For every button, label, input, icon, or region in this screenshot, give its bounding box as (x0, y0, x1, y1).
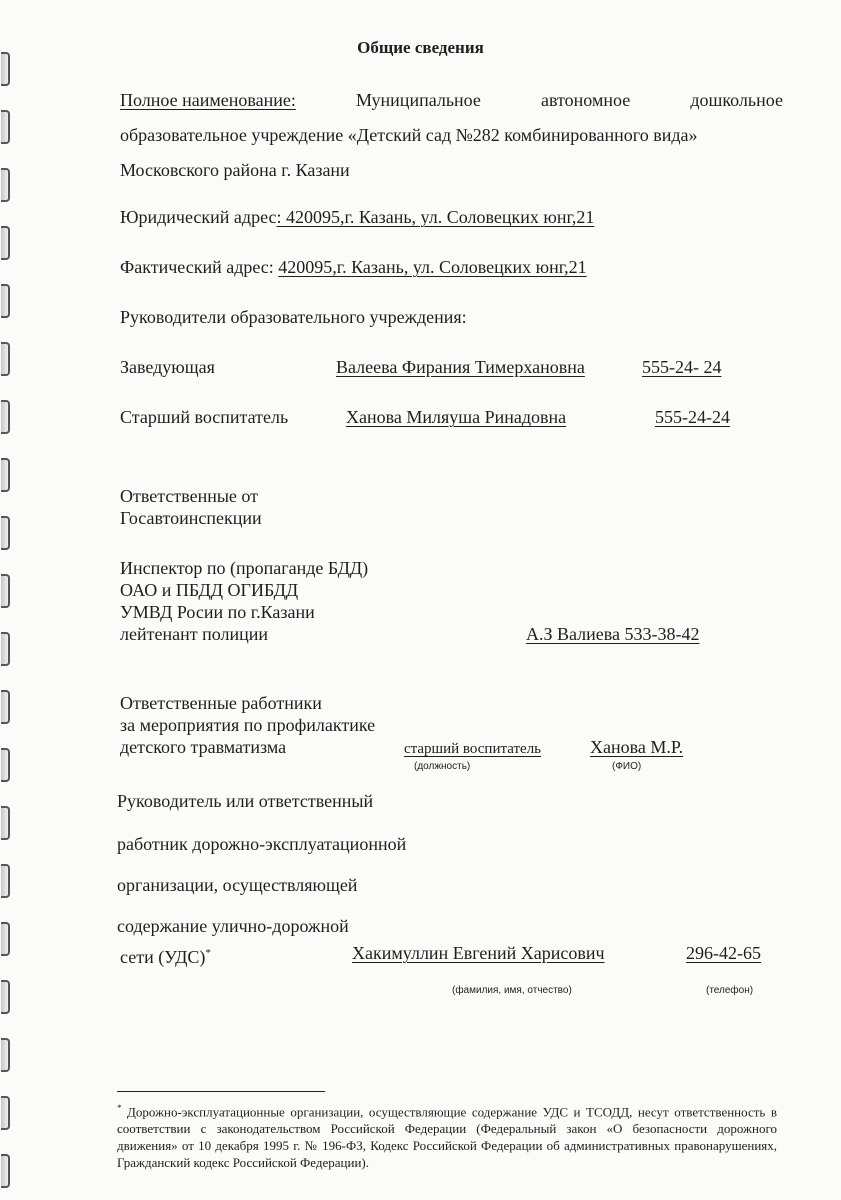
footnote-text: Дорожно-эксплуатационные организации, осуществляющие содержание УДС и ТСОДД, несут ответственность в соответствии с законодательством Российской Федерации (Федеральный закон «О безопасности дорожного движения» от 10 декабря 1995 г. № 196-ФЗ, Кодекс Российской Федерации об административных правонарушениях, Гражданский кодекс Российской Федерации). (117, 1104, 777, 1171)
workers-line-3: детского травматизма (120, 737, 287, 757)
road-org-name: Хакимуллин Евгений Харисович (352, 943, 605, 963)
senior-role: Старший воспитатель (120, 407, 289, 427)
road-org-footnote-mark: * (205, 947, 211, 959)
inspector-line-1: Инспектор по (пропаганде БДД) (120, 558, 369, 578)
full-name-word-2: автономное (541, 90, 631, 110)
workers-position: старший воспитатель (404, 741, 542, 757)
road-org-uds-label: сети (УДС) (120, 947, 206, 967)
page-title: Общие сведения (357, 38, 484, 57)
head-role: Заведующая (120, 357, 215, 377)
road-org-line-2: работник дорожно-эксплуатационной (117, 834, 407, 854)
full-name-line-1 (120, 89, 783, 111)
footnote-divider (117, 1091, 325, 1092)
road-org-line-3: организации, осуществляющей (117, 875, 358, 895)
road-org-line-5 (120, 942, 211, 968)
full-name-word-3: дошкольное (690, 90, 783, 110)
head-phone: 555-24- 24 (642, 357, 722, 377)
heads-heading: Руководители образовательного учреждения: (120, 307, 467, 327)
actual-address-value: 420095,г. Казань, ул. Соловецких юнг,21 (278, 257, 587, 277)
road-org-phone: 296-42-65 (686, 943, 761, 963)
spiral-binding (0, 0, 14, 1200)
actual-address-row (120, 256, 587, 278)
senior-phone: 555-24-24 (655, 407, 730, 427)
footnote-mark: * (117, 1103, 122, 1113)
full-name-word-1: Муниципальное (355, 90, 481, 110)
road-org-line-1: Руководитель или ответственный (117, 791, 374, 811)
inspector-line-2: ОАО и ПБДД ОГИБДД (120, 580, 299, 600)
workers-position-caption: (должность) (414, 761, 471, 772)
legal-address-row (120, 206, 594, 228)
inspector-line-3: УМВД Росии по г.Казани (120, 602, 315, 622)
footnote (117, 1100, 777, 1171)
inspector-line-4: лейтенант полиции (120, 624, 268, 644)
workers-name: Ханова М.Р. (590, 737, 684, 757)
actual-address-label: Фактический адрес: (120, 257, 274, 277)
senior-name: Ханова Миляуша Ринадовна (346, 407, 567, 427)
gai-line-1: Ответственные от (120, 486, 259, 506)
inspector-name-phone: А.З Валиева 533-38-42 (526, 624, 700, 644)
road-org-name-caption: (фамилия, имя, отчество) (452, 985, 572, 996)
full-name-line-2: образовательное учреждение «Детский сад №282 комбинированного вида» (120, 125, 698, 145)
workers-name-caption: (ФИО) (612, 761, 642, 772)
full-name-line-3: Московского района г. Казани (120, 160, 350, 180)
workers-line-1: Ответственные работники (120, 693, 322, 713)
road-org-line-4: содержание улично-дорожной (117, 916, 349, 936)
legal-address-value: : 420095,г. Казань, ул. Соловецких юнг,21 (276, 207, 595, 227)
legal-address-label: Юридический адрес (120, 207, 277, 227)
full-name-label: Полное наименование: (120, 90, 296, 110)
road-org-phone-caption: (телефон) (706, 985, 754, 996)
head-name: Валеева Фирания Тимерхановна (336, 357, 585, 377)
workers-line-2: за мероприятия по профилактике (120, 715, 376, 735)
gai-line-2: Госавтоинспекции (120, 508, 262, 528)
